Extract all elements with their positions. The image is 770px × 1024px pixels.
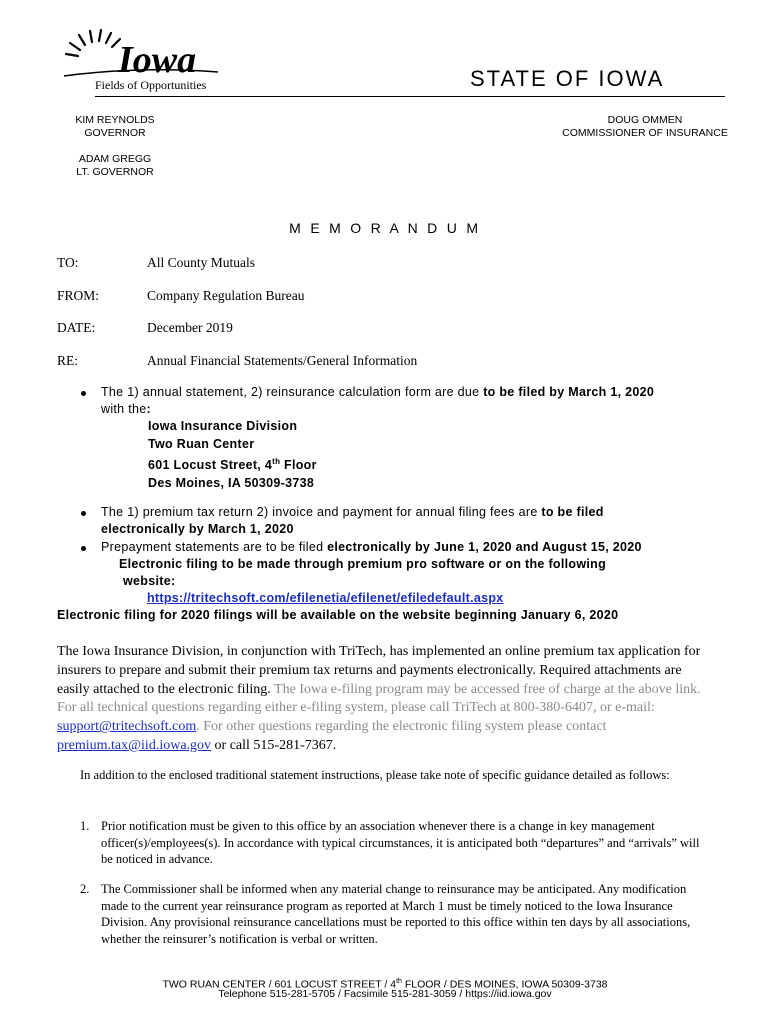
address-line: Iowa Insurance Division	[148, 419, 298, 433]
to-value: All County Mutuals	[147, 255, 256, 270]
bullet-dot	[81, 511, 86, 516]
efile-website-link[interactable]: https://tritechsoft.com/efilenetia/efilenet/efiledefault.aspx	[147, 591, 504, 605]
deadline-march-1: to be filed by March 1, 2020	[483, 385, 655, 399]
date-value: December 2019	[147, 320, 233, 335]
footer-address: TWO RUAN CENTER / 601 LOCUST STREET / 4th FLOOR / DES MOINES, IOWA 50309-3738	[162, 978, 608, 991]
filing-availability-notice: Electronic filing for 2020 filings will be available on the website beginning January 6, 2020	[57, 608, 619, 622]
support-email-link[interactable]: support@tritechsoft.com	[57, 719, 197, 735]
address-line: Two Ruan Center	[148, 436, 255, 451]
from-label: FROM:	[57, 288, 100, 303]
lt-governor-block	[60, 153, 170, 178]
address-line: 601 Locust Street, 4th Floor	[148, 457, 317, 473]
commissioner-name: DOUG OMMEN	[607, 114, 683, 126]
guidance-intro: In addition to the enclosed traditional statement instructions, please take note of specific guidance detailed as follows:	[80, 768, 670, 782]
re-value: Annual Financial Statements/General Information	[147, 353, 418, 368]
logo-wordmark: Iowa	[118, 39, 197, 81]
state-title: STATE OF IOWA	[470, 66, 665, 91]
header-rule	[95, 96, 725, 97]
guidance-item-2: The Commissioner shall be informed when any material change to reinsurance may be anticipated. Any modification made to the current year reinsurance program as reported at March 1 must be timely noticed to the Iowa Insurance Division. Any provisional reinsurance cancellations must be reported to this office within ten days by all associations, whether the reinsurer’s notification is verbal or written.	[101, 882, 691, 946]
address-line: Des Moines, IA 50309-3738	[148, 475, 315, 490]
governor-title: GOVERNOR	[84, 126, 146, 139]
bullet-item-3: Prepayment statements are to be filed electronically by June 1, 2020 and August 15, 2020 Electronic filing to be made through premium pro software or on the following website: https://tritechsoft.com/efilenetia/efilenet/efiledefault.aspx	[101, 540, 642, 605]
tagline: Fields of Opportunities	[95, 78, 207, 92]
from-value: Company Regulation Bureau	[147, 288, 305, 303]
date-label: DATE:	[57, 320, 96, 335]
bullet-item-1: The 1) annual statement, 2) reinsurance calculation form are due to be filed by March 1, 2020 with the:	[101, 385, 655, 416]
to-label: TO:	[57, 255, 79, 270]
efiling-paragraph: The Iowa Insurance Division, in conjunction with TriTech, has implemented an online premium tax application for insurers to prepare and submit their premium tax returns and payments electronically. Required attachments are easily attached to the electronic filing. The Iowa e-filing program may be accessed free of charge at the above link. For all technical questions regarding either e-filing system, please call TriTech at 800-380-6407, or e-mail: support@tritechsoft.com. For other questions regarding the electronic filing system please contact premium.tax@iid.iowa.gov or call 515-281-7367.	[57, 644, 701, 753]
commissioner-title: COMMISSIONER OF INSURANCE	[562, 126, 728, 139]
list-number: 1.	[80, 819, 90, 833]
bullet-dot	[81, 546, 86, 551]
bullet-dot	[81, 391, 86, 396]
division-address	[148, 418, 317, 492]
memo-title: M E M O R A N D U M	[289, 220, 481, 236]
governor-name: KIM REYNOLDS	[75, 114, 155, 126]
lt-governor-name: ADAM GREGG	[78, 153, 152, 165]
list-number: 2.	[80, 882, 90, 896]
bullet-item-2: The 1) premium tax return 2) invoice and payment for annual filing fees are to be filed electronically by March 1, 2020	[101, 505, 604, 536]
commissioner-block	[560, 114, 730, 139]
governor-block	[70, 114, 160, 139]
guidance-item-1: Prior notification must be given to this office by an association whenever there is a change in key management officer(s)/employees(s). In accordance with typical circumstances, it is anticipated both “departures” and “arrivals” will be noticed in advance.	[101, 819, 700, 866]
lt-governor-title: LT. GOVERNOR	[76, 165, 154, 178]
footer-contact: Telephone 515-281-5705 / Facsimile 515-281-3059 / https://iid.iowa.gov	[218, 988, 552, 1000]
premium-tax-email-link[interactable]: premium.tax@iid.iowa.gov	[57, 737, 212, 753]
re-label: RE:	[57, 353, 79, 368]
